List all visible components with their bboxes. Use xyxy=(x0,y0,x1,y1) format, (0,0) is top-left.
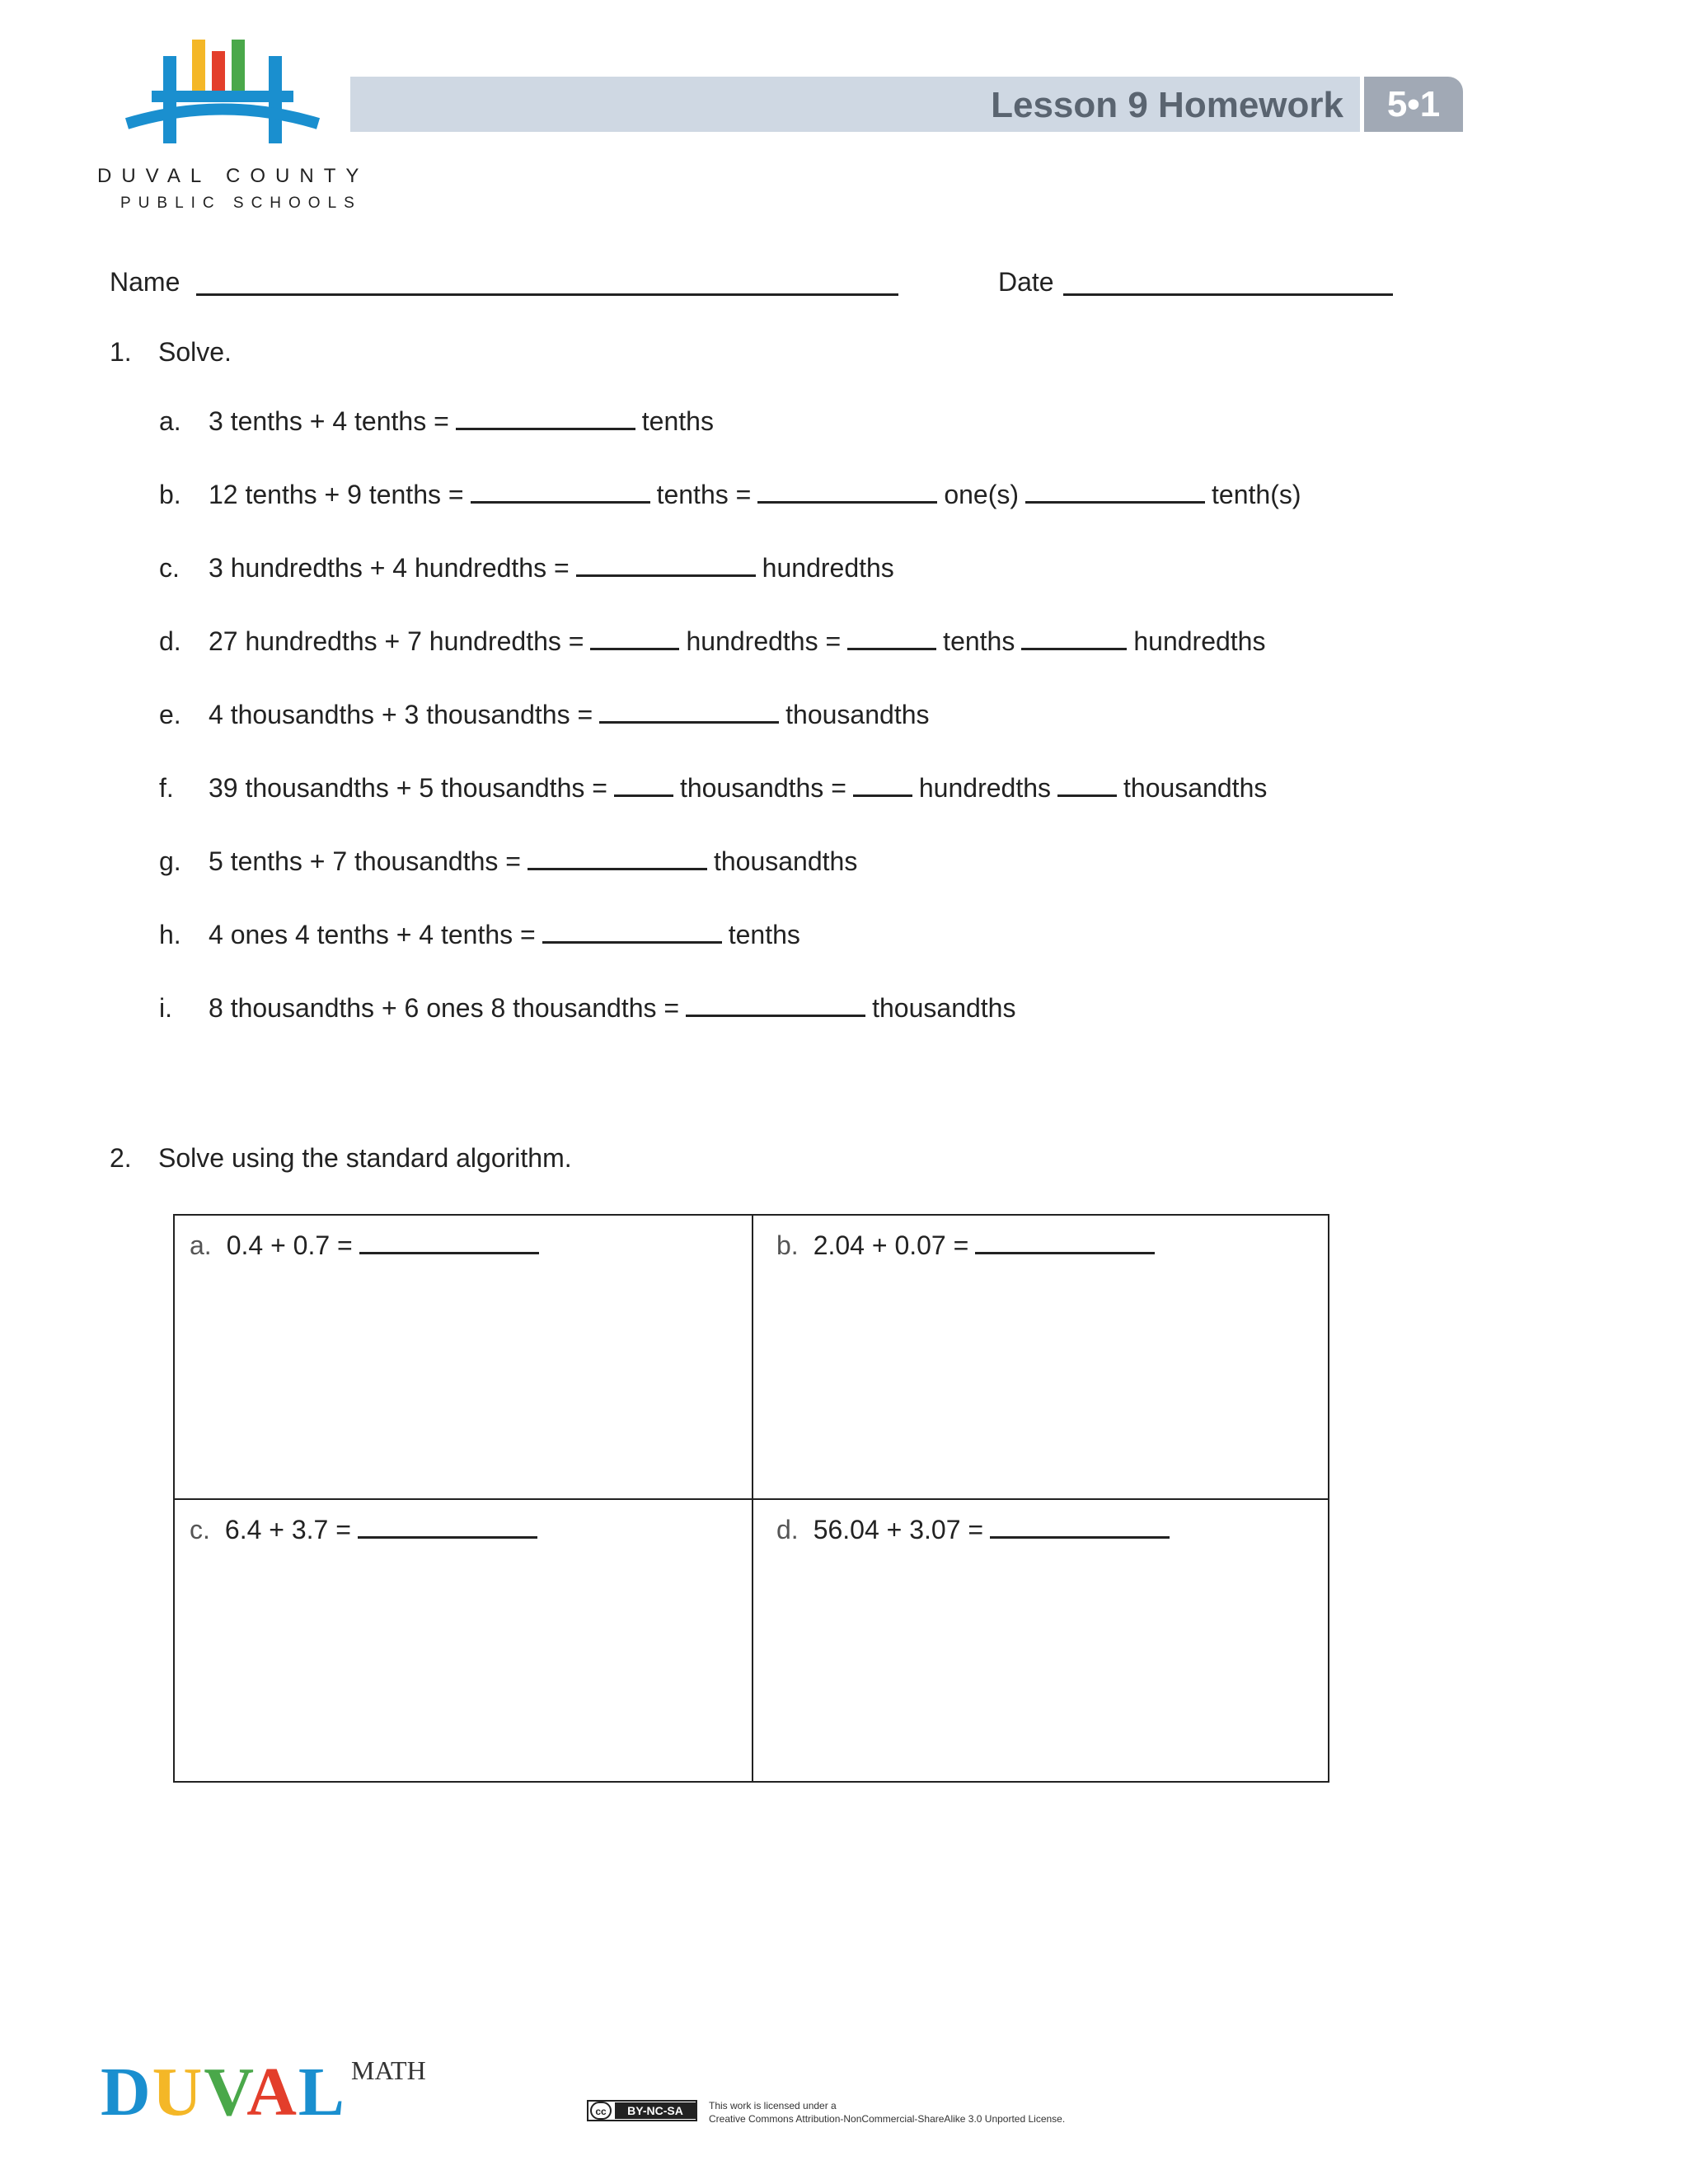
q1c-answer-blank[interactable] xyxy=(576,555,756,577)
logo-bar-yellow xyxy=(192,40,205,91)
module-badge: 5•1 xyxy=(1364,77,1463,132)
q1c-expression xyxy=(209,555,894,581)
q1b-unit-2: one(s) xyxy=(944,480,1020,509)
q1f-unit-3: thousandths xyxy=(1123,773,1268,803)
q1c-text: 3 hundredths + 4 hundredths = xyxy=(209,553,570,583)
q2c-cell[interactable] xyxy=(190,1515,544,1545)
logo-bar-green xyxy=(232,40,245,91)
date-field[interactable] xyxy=(1063,293,1393,296)
q1e-expression xyxy=(209,701,930,728)
license-text xyxy=(709,2099,1065,2125)
logo-deck xyxy=(152,91,293,102)
q1i-text: 8 thousandths + 6 ones 8 thousandths = xyxy=(209,993,680,1023)
q1i-answer-blank[interactable] xyxy=(686,995,865,1017)
q1h-letter: h. xyxy=(159,920,181,949)
q1a-answer-blank[interactable] xyxy=(456,408,635,430)
duval-letter-v: V xyxy=(204,2054,247,2130)
name-field[interactable] xyxy=(196,293,898,296)
q2c-problem: 6.4 + 3.7 = xyxy=(224,1515,351,1544)
cc-license-badge xyxy=(587,2100,697,2121)
q2-prompt: Solve using the standard algorithm. xyxy=(158,1143,572,1173)
q1e-text: 4 thousandths + 3 thousandths = xyxy=(209,700,593,729)
q2-number: 2. xyxy=(110,1143,132,1173)
q1f-text: 39 thousandths + 5 thousandths = xyxy=(209,773,607,803)
q1d-answer-blank-1[interactable] xyxy=(590,628,679,650)
q2a-cell[interactable] xyxy=(190,1230,546,1261)
logo-arch xyxy=(127,110,318,124)
q2b-letter: b. xyxy=(776,1230,799,1260)
q1a-expression xyxy=(209,408,714,434)
q1d-letter: d. xyxy=(159,626,181,656)
license-line-2: Creative Commons Attribution-NonCommercial-ShareAlike 3.0 Unported License. xyxy=(709,2113,1066,2125)
math-label: MATH xyxy=(351,2055,426,2085)
lesson-banner xyxy=(350,77,1360,132)
q1f-answer-blank-1[interactable] xyxy=(614,775,673,797)
q1g-expression xyxy=(209,848,857,874)
q2c-answer-blank[interactable] xyxy=(358,1516,537,1539)
q1f-unit-2: hundredths xyxy=(918,773,1051,803)
q2a-answer-blank[interactable] xyxy=(359,1232,539,1254)
q1b-unit-3: tenth(s) xyxy=(1212,480,1301,509)
q1d-answer-blank-3[interactable] xyxy=(1021,628,1127,650)
duval-letter-l: L xyxy=(298,2054,346,2130)
grid-divider-horizontal xyxy=(175,1498,1328,1500)
q1b-letter: b. xyxy=(159,480,181,509)
q2c-letter: c. xyxy=(190,1515,210,1544)
q2b-problem: 2.04 + 0.07 = xyxy=(813,1230,969,1260)
q1b-answer-blank-1[interactable] xyxy=(471,481,650,504)
q1b-expression xyxy=(209,481,1301,508)
q2d-answer-blank[interactable] xyxy=(990,1516,1170,1539)
q1a-letter: a. xyxy=(159,406,181,436)
q2d-problem: 56.04 + 3.07 = xyxy=(813,1515,984,1544)
logo-bar-red xyxy=(212,51,225,91)
q1f-answer-blank-3[interactable] xyxy=(1057,775,1117,797)
q1b-answer-blank-3[interactable] xyxy=(1025,481,1205,504)
q1f-letter: f. xyxy=(159,773,174,803)
q1f-unit-1: thousandths = xyxy=(679,773,846,803)
q1b-text: 12 tenths + 9 tenths = xyxy=(209,480,464,509)
q1c-letter: c. xyxy=(159,553,180,583)
cc-badge-text: BY-NC-SA xyxy=(615,2102,696,2119)
q1d-unit-2: tenths xyxy=(943,626,1015,656)
duval-letter-d: D xyxy=(101,2054,152,2130)
work-grid xyxy=(173,1214,1329,1783)
cc-icon: cc xyxy=(590,2102,612,2120)
date-label: Date xyxy=(998,267,1054,297)
q1g-answer-blank[interactable] xyxy=(528,848,707,870)
q1b-unit-1: tenths = xyxy=(656,480,752,509)
q1f-expression xyxy=(209,775,1267,801)
q1f-answer-blank-2[interactable] xyxy=(853,775,912,797)
q1e-unit: thousandths xyxy=(785,700,930,729)
logo-text-public-schools: PUBLIC SCHOOLS xyxy=(120,194,362,212)
q2b-cell[interactable] xyxy=(776,1230,1161,1261)
q1d-expression xyxy=(209,628,1265,654)
q1b-answer-blank-2[interactable] xyxy=(757,481,937,504)
q2a-problem: 0.4 + 0.7 = xyxy=(226,1230,353,1260)
q1g-text: 5 tenths + 7 thousandths = xyxy=(209,846,521,876)
q1i-letter: i. xyxy=(159,993,172,1023)
q1g-unit: thousandths xyxy=(713,846,858,876)
license-line-1: This work is licensed under a xyxy=(709,2100,837,2111)
q1a-text: 3 tenths + 4 tenths = xyxy=(209,406,449,436)
q2d-letter: d. xyxy=(776,1515,799,1544)
district-logo-icon xyxy=(124,33,330,148)
q1d-answer-blank-2[interactable] xyxy=(847,628,936,650)
q1c-unit: hundredths xyxy=(762,553,894,583)
q1h-text: 4 ones 4 tenths + 4 tenths = xyxy=(209,920,536,949)
q2d-cell[interactable] xyxy=(776,1515,1176,1545)
q1d-unit-3: hundredths xyxy=(1133,626,1266,656)
q1-number: 1. xyxy=(110,337,132,367)
q2a-letter: a. xyxy=(190,1230,212,1260)
q1i-expression xyxy=(209,995,1015,1021)
q1a-unit: tenths xyxy=(641,406,714,436)
q1-prompt: Solve. xyxy=(158,337,232,367)
q1g-letter: g. xyxy=(159,846,181,876)
duval-letter-u: U xyxy=(152,2054,204,2130)
q1h-answer-blank[interactable] xyxy=(542,921,722,944)
q1d-text: 27 hundredths + 7 hundredths = xyxy=(209,626,584,656)
q1d-unit-1: hundredths = xyxy=(686,626,842,656)
q2b-answer-blank[interactable] xyxy=(975,1232,1155,1254)
q1h-unit: tenths xyxy=(728,920,800,949)
logo-text-duval-county: DUVAL COUNTY xyxy=(97,165,369,187)
duval-letter-a: A xyxy=(246,2054,298,2130)
q1e-answer-blank[interactable] xyxy=(599,701,779,724)
q1i-unit: thousandths xyxy=(872,993,1016,1023)
name-label: Name xyxy=(110,267,181,297)
lesson-title: Lesson 9 Homework xyxy=(991,85,1343,125)
q1e-letter: e. xyxy=(159,700,181,729)
duval-math-logo xyxy=(101,2052,346,2132)
q1h-expression xyxy=(209,921,800,948)
